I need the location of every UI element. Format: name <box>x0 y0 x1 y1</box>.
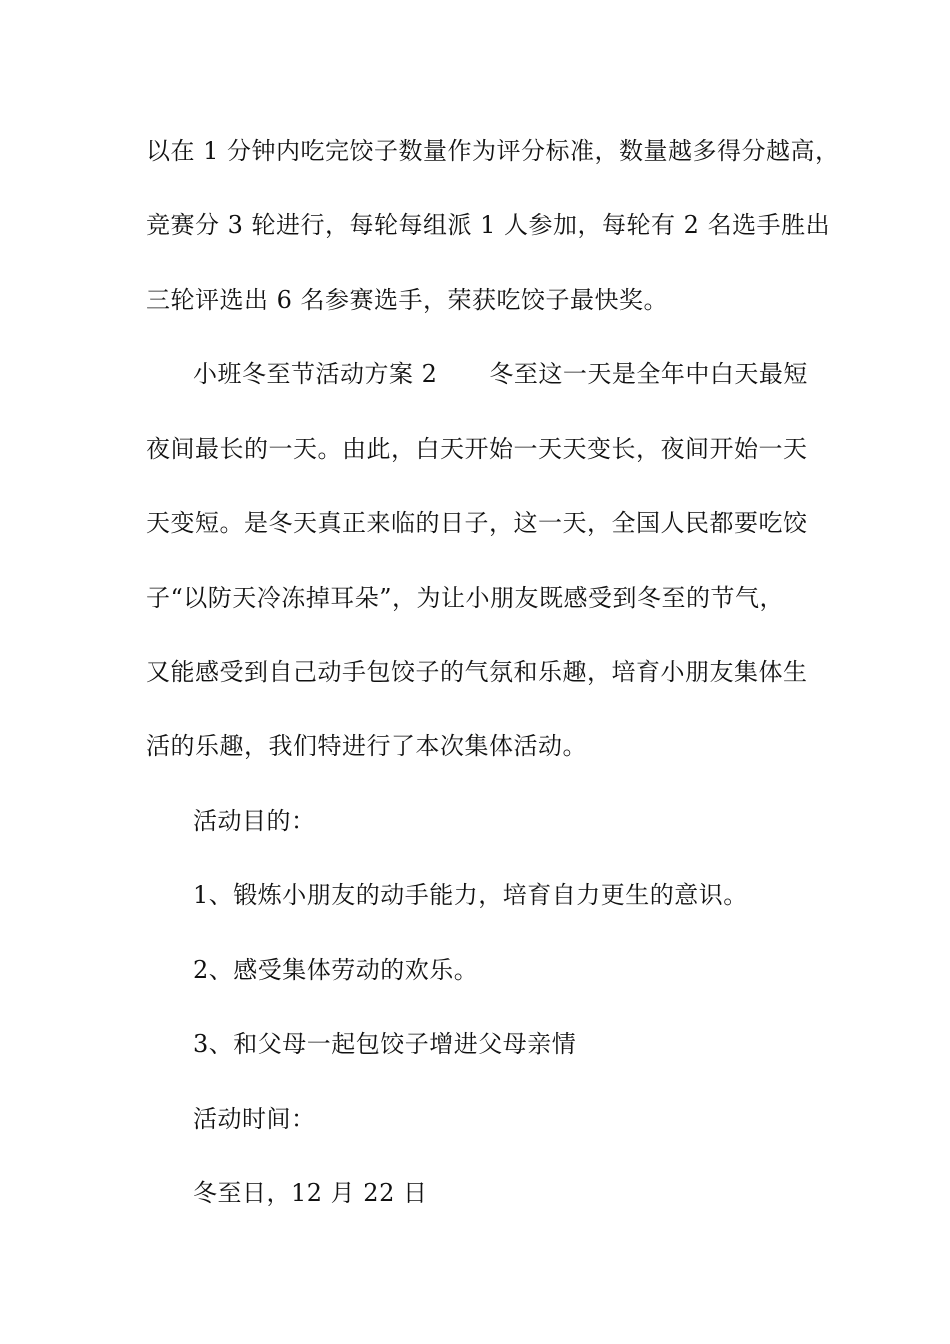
paragraph-line-8: 活的乐趣，我们特进行了本次集体活动。 <box>146 732 587 760</box>
paragraph-line-1: 以在 1 分钟内吃完饺子数量作为评分标准，数量越多得分越高， <box>146 137 840 165</box>
paragraph-line-5: 天变短。是冬天真正来临的日子，这一天，全国人民都要吃饺 <box>146 509 808 537</box>
goal-item-2: 2、感受集体劳动的欢乐。 <box>193 956 479 984</box>
paragraph-line-3: 三轮评选出 6 名参赛选手，荣获吃饺子最快奖。 <box>146 286 669 314</box>
section-heading-line <box>193 359 893 389</box>
paragraph-line-4: 夜间最长的一天。由此，白天开始一天天变长，夜间开始一天 <box>146 435 808 463</box>
paragraph-line-7: 又能感受到自己动手包饺子的气氛和乐趣，培育小朋友集体生 <box>146 658 808 686</box>
goal-item-1: 1、锻炼小朋友的动手能力，培育自力更生的意识。 <box>193 881 748 909</box>
time-heading: 活动时间： <box>193 1105 316 1133</box>
goal-item-3: 3、和父母一起包饺子增进父母亲情 <box>193 1030 577 1058</box>
section-intro: 冬至这一天是全年中白天最短 <box>489 360 808 388</box>
paragraph-line-6: 子“以防天冷冻掉耳朵”，为让小朋友既感受到冬至的节气， <box>146 584 785 612</box>
section-title: 小班冬至节活动方案 2 <box>193 360 438 388</box>
paragraph-line-2: 竞赛分 3 轮进行，每轮每组派 1 人参加，每轮有 2 名选手胜出 <box>146 211 831 239</box>
time-value: 冬至日，12 月 22 日 <box>193 1179 428 1207</box>
goals-heading: 活动目的： <box>193 807 316 835</box>
